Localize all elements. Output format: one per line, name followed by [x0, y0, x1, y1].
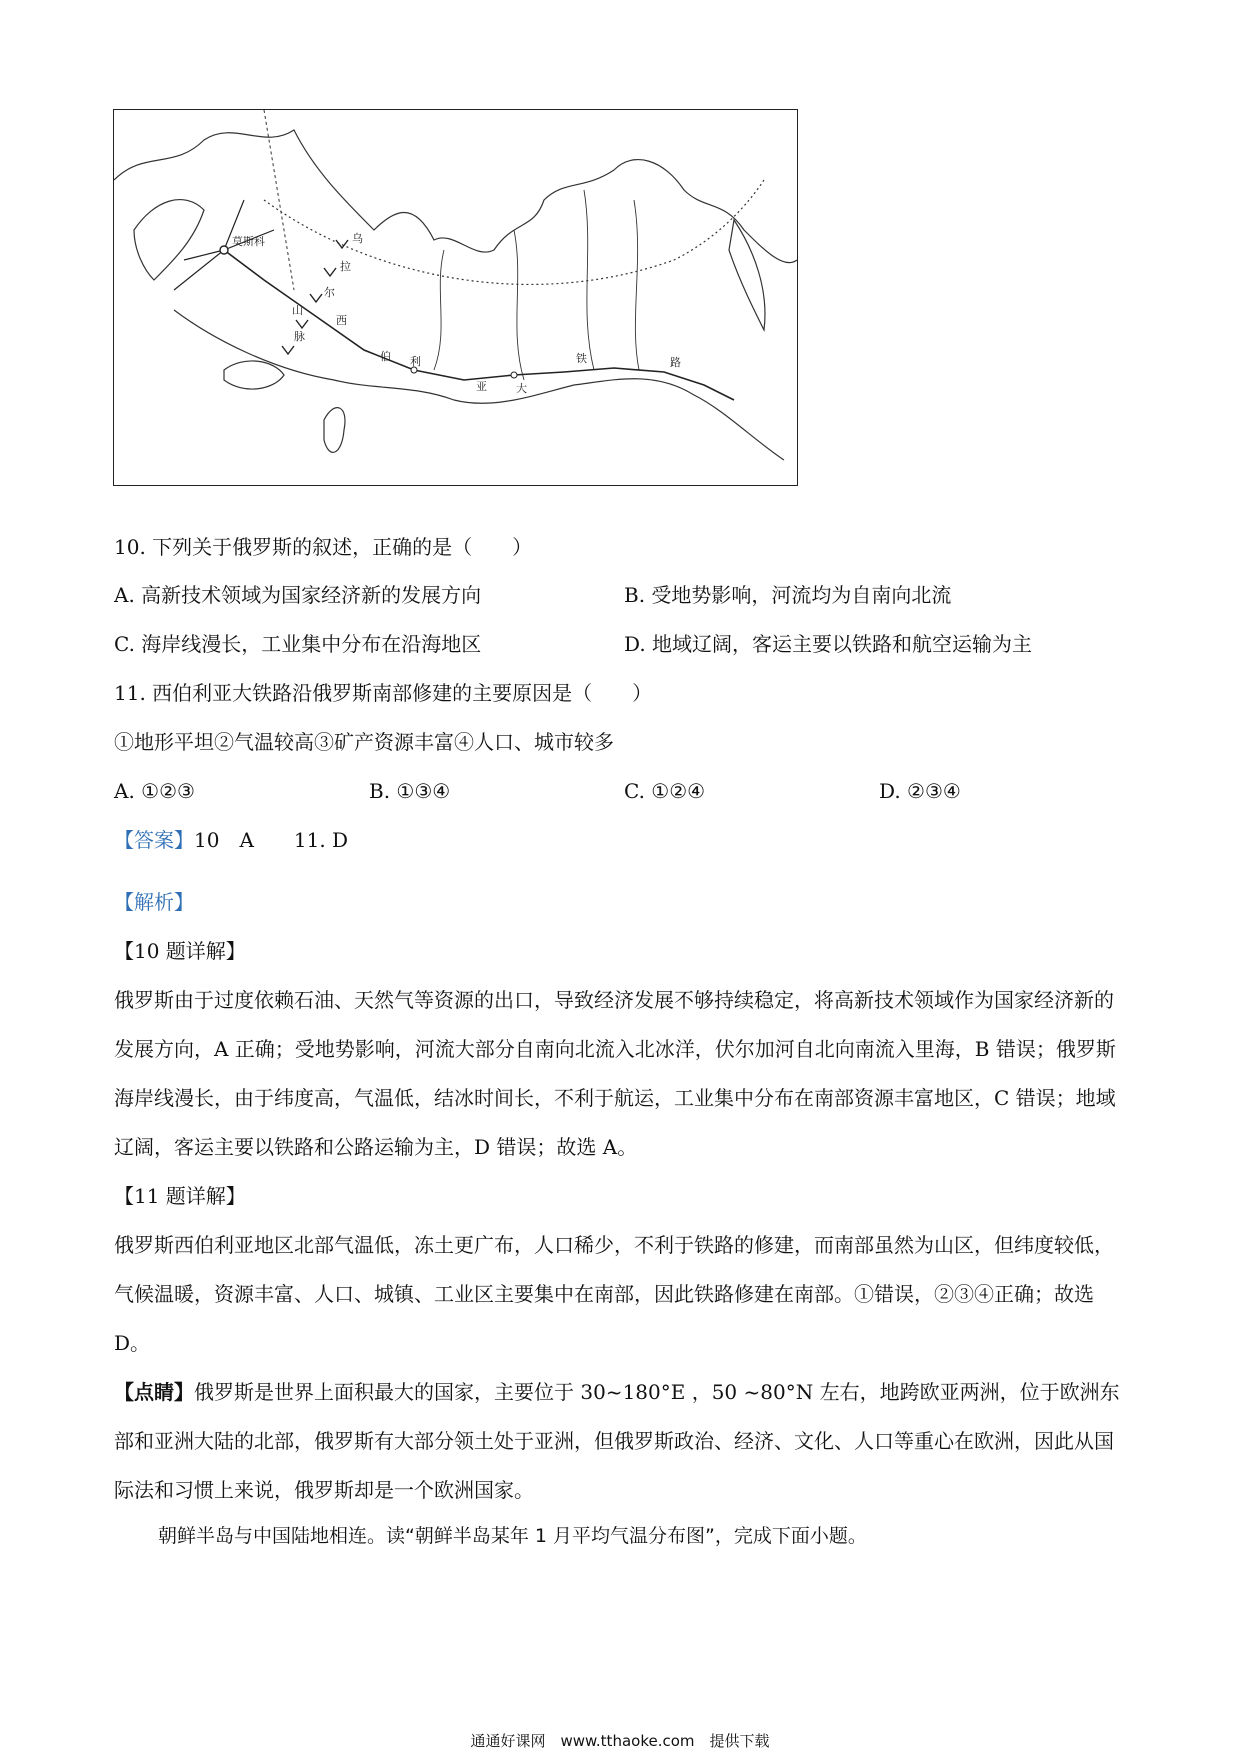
ural-label-3: 尔: [324, 286, 335, 299]
caspian-sea: [324, 408, 345, 453]
city-dot: [511, 372, 517, 378]
q10-option-c: C. 海岸线漫长，工业集中分布在沿海地区: [114, 632, 482, 656]
coastline-north: [114, 130, 797, 263]
next-section-intro: 朝鲜半岛与中国陆地相连。读“朝鲜半岛某年 1 月平均气温分布图”，完成下面小题。: [158, 1525, 867, 1547]
river: [634, 200, 639, 370]
railway-label-2: 伯: [380, 350, 391, 363]
q11-option-b: B. ①③④: [369, 779, 451, 803]
q11-option-a: A. ①②③: [114, 779, 195, 803]
river: [514, 230, 524, 380]
scandinavia: [134, 200, 204, 280]
answer-line: [114, 826, 348, 854]
q11-detail-heading: 【11 题详解】: [114, 1184, 246, 1208]
railway-label-5: 大: [516, 382, 527, 395]
q11-option-d: D. ②③④: [879, 779, 961, 803]
q10-stem: 10. 下列关于俄罗斯的叙述，正确的是（ ）: [114, 535, 533, 559]
russia-map-figure: [113, 109, 798, 486]
q11-option-c: C. ①②④: [624, 779, 706, 803]
point-tag: 【点睛】: [114, 1380, 194, 1404]
q10-detail-text: 俄罗斯由于过度依赖石油、天然气等资源的出口，导致经济发展不够持续稳定，将高新技术领域作为国家经济新的发展方向，A 正确；受地势影响，河流大部分自南向北流入北冰洋，伏尔加河自北向南流入里海，B 错误；俄罗斯海岸线漫长，由于纬度高，气温低，结冰时间长，不利于航运，工业集中分布在南部资源丰富地区，C 错误；地域辽阔，客运主要以铁路和公路运输为主，D 错误；故选 A。: [114, 988, 1116, 1159]
russia-map-svg: [114, 110, 797, 485]
moscow-label: 莫斯科: [232, 235, 265, 248]
point-text: 俄罗斯是世界上面积最大的国家，主要位于 30~180°E ，50 ~80°N 左右，地跨欧亚两洲，位于欧洲东部和亚洲大陆的北部，俄罗斯有大部分领土处于亚洲，但俄罗斯政治、经济、文化、人口等重心在欧洲，因此从国际法和习惯上来说，俄罗斯却是一个欧洲国家。: [114, 1380, 1120, 1502]
ural-label-5: 脉: [294, 330, 305, 343]
railway-label-6: 铁: [576, 352, 587, 365]
black-sea: [224, 361, 284, 389]
ural-label-2: 拉: [340, 260, 351, 273]
point-paragraph: [114, 1368, 1124, 1515]
ural-label-1: 乌: [352, 232, 363, 245]
railway-label-3: 利: [410, 355, 421, 368]
river: [434, 250, 444, 370]
kamchatka: [729, 220, 765, 330]
q10-option-d: D. 地域辽阔，客运主要以铁路和航空运输为主: [624, 632, 1033, 656]
answer-tag: 【答案】: [114, 828, 194, 852]
analysis-tag: 【解析】: [114, 890, 194, 914]
railway-label-4: 亚: [476, 380, 487, 393]
page-footer: 通通好课网 www.tthaoke.com 提供下载: [470, 1732, 770, 1750]
answer-text: 10 A 11. D: [194, 828, 349, 852]
moscow-city-dot: [220, 246, 228, 254]
q11-stem: 11. 西伯利亚大铁路沿俄罗斯南部修建的主要原因是（ ）: [114, 681, 653, 705]
q11-detail-text: 俄罗斯西伯利亚地区北部气温低，冻土更广布，人口稀少，不利于铁路的修建，而南部虽然为山区，但纬度较低，气候温暖，资源丰富、人口、城镇、工业区主要集中在南部，因此铁路修建在南部。①错误，②③④正确；故选 D。: [114, 1233, 1114, 1355]
railway-label-1: 西: [336, 314, 347, 327]
ural-label-4: 山: [292, 304, 303, 317]
ural-mountains: [282, 240, 348, 354]
q10-option-b: B. 受地势影响，河流均为自南向北流: [624, 583, 952, 607]
q11-conditions: ①地形平坦②气温较高③矿产资源丰富④人口、城市较多: [114, 730, 614, 754]
railway-label-7: 路: [670, 356, 681, 369]
q10-detail-heading: 【10 题详解】: [114, 939, 246, 963]
q10-option-a: A. 高新技术领域为国家经济新的发展方向: [114, 583, 482, 607]
